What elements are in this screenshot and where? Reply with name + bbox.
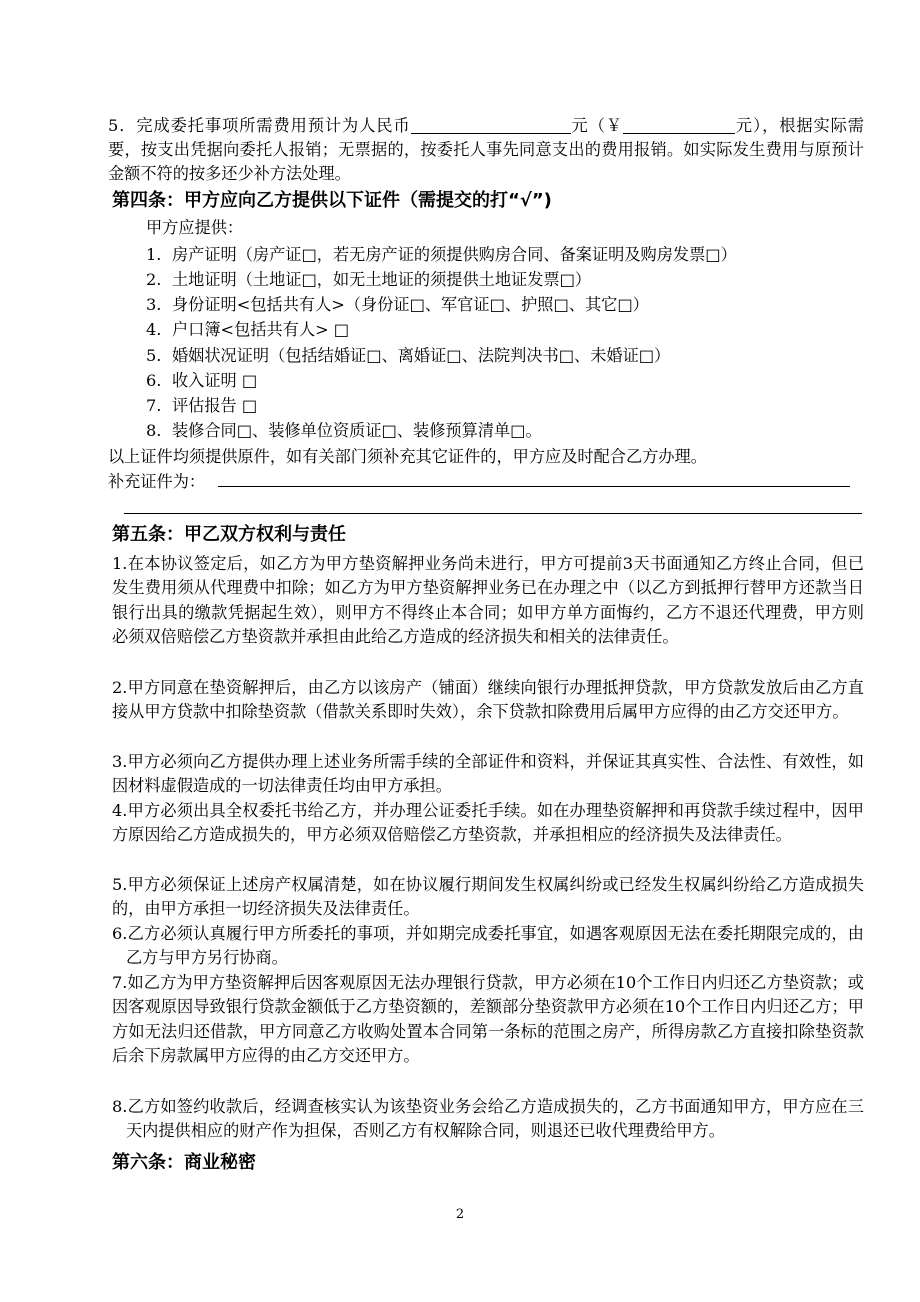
list-item <box>146 318 349 342</box>
list-item <box>146 268 591 292</box>
documents-note: 以上证件均须提供原件，如有关部门须补充其它证件的，甲方应及时配合乙方办理。 <box>108 447 707 466</box>
supplement-documents-blank[interactable] <box>218 486 850 487</box>
list-item-number: 7. <box>146 396 162 415</box>
fee-estimate-mid: 元（￥ <box>570 116 623 135</box>
rmb-amount-blank[interactable] <box>411 115 571 134</box>
clause-1: 1.在本协议签定后，如乙方为甲方垫资解押业务尚未进行，甲方可提前3天书面通知乙方终止合同，但已发生费用须从代理费中扣除；如乙方为甲方垫资解押业务已在办理之中（以乙方到抵押行替甲方还款当日银行出具的缴款凭据起生效），则甲方不得终止本合同；如甲方单方面悔约，乙方不退还代理费，甲方则必须双倍赔偿乙方垫资款并承担由此给乙方造成的经济损失和相关的法律责任。 <box>112 554 864 647</box>
list-item-number: 6. <box>146 371 162 390</box>
list-item-number: 1. <box>146 245 162 264</box>
clause-6: 6.乙方必须认真履行甲方所委托的事项，并如期完成委托事宜，如遇客观原因无法在委托期限完成的，由乙方与甲方另行协商。 <box>112 924 864 968</box>
clause-2: 2.甲方同意在垫资解押后，由乙方以该房产（铺面）继续向银行办理抵押贷款，甲方贷款发放后由乙方直接从甲方贷款中扣除垫资款（借款关系即时失效），余下贷款扣除费用后属甲方应得的由乙方交还甲方。 <box>112 678 864 722</box>
supplement-label: 补充证件为： <box>108 472 206 491</box>
list-item-number: 2. <box>146 270 162 289</box>
list-item-text: 户口簿<包括共有人> □ <box>172 320 350 339</box>
yen-amount-blank[interactable] <box>623 115 735 134</box>
list-item-text: 评估报告 □ <box>172 396 258 415</box>
fee-estimate-suffix: 元），根据实 <box>734 116 831 135</box>
clause-4: 4.甲方必须出具全权委托书给乙方，并办理公证委托手续。如在办理垫资解押和再贷款手续过程中，因甲方原因给乙方造成损失的，甲方必须双倍赔偿乙方垫资款，并承担相应的经济损失及法律责任。 <box>112 801 864 845</box>
list-item-text: 身份证明<包括共有人>（身份证□、军官证□、护照□、其它□） <box>172 295 649 314</box>
fee-estimate-paragraph <box>108 114 864 186</box>
clause-7: 7.如乙方为甲方垫资解押后因客观原因无法办理银行贷款，甲方必须在10个工作日内归还乙方垫资款；或因客观原因导致银行贷款金额低于乙方垫资额的，差额部分垫资款甲方必须在10个工作日内归还乙方；甲方如无法归还借款，甲方同意乙方收购处置本合同第一条标的范围之房产，所得房款乙方直接扣除垫资款后余下房款属甲方应得的由乙方交还甲方。 <box>112 973 864 1066</box>
article5-heading: 第五条：甲乙双方权利与责任 <box>112 524 346 545</box>
list-item-number: 3. <box>146 295 162 314</box>
fee-estimate-rest: 际需要，按支出凭据向委托人报销；无票据的，按委托人事先同意支出的费用报销。如实际发生费用与原预计金额不符的按多还少补方法处理。 <box>108 116 864 183</box>
list-item <box>146 293 649 317</box>
list-item-text: 装修合同□、装修单位资质证□、装修预算清单□。 <box>172 421 542 440</box>
clause-8: 8.乙方如签约收款后，经调查核实认为该垫资业务会给乙方造成损失的，乙方书面通知甲方，甲方应在三天内提供相应的财产作为担保，否则乙方有权解除合同，则退还已收代理费给甲方。 <box>112 1097 864 1141</box>
clause-3: 3.甲方必须向乙方提供办理上述业务所需手续的全部证件和资料，并保证其真实性、合法性、有效性，如因材料虚假造成的一切法律责任均由甲方承担。 <box>112 752 864 796</box>
list-item-text: 婚姻状况证明（包括结婚证□、离婚证□、法院判决书□、未婚证□） <box>172 346 671 365</box>
list-item <box>146 344 670 368</box>
list-item-text: 土地证明（土地证□，如无土地证的须提供土地证发票□） <box>172 270 592 289</box>
article6-heading: 第六条：商业秘密 <box>112 1152 256 1173</box>
list-item <box>146 243 737 267</box>
fee-estimate-prefix: 5．完成委托事项所需费用预计为人民币 <box>108 116 411 135</box>
list-item-text: 收入证明 □ <box>172 371 258 390</box>
list-item-number: 5. <box>146 346 162 365</box>
page-number: 2 <box>455 1207 465 1222</box>
list-item-number: 8. <box>146 421 162 440</box>
list-item-number: 4. <box>146 320 162 339</box>
article4-heading: 第四条：甲方应向乙方提供以下证件（需提交的打“√”) <box>112 190 552 211</box>
list-item <box>146 394 257 418</box>
list-item-text: 房产证明（房产证□，若无房产证的须提供购房合同、备案证明及购房发票□） <box>172 245 737 264</box>
list-item <box>146 419 542 443</box>
section-divider <box>124 513 862 514</box>
article4-intro: 甲方应提供： <box>146 218 244 237</box>
list-item <box>146 369 257 393</box>
clause-5: 5.甲方必须保证上述房产权属清楚，如在协议履行期间发生权属纠纷或已经发生权属纠纷给乙方造成损失的，由甲方承担一切经济损失及法律责任。 <box>112 875 864 919</box>
